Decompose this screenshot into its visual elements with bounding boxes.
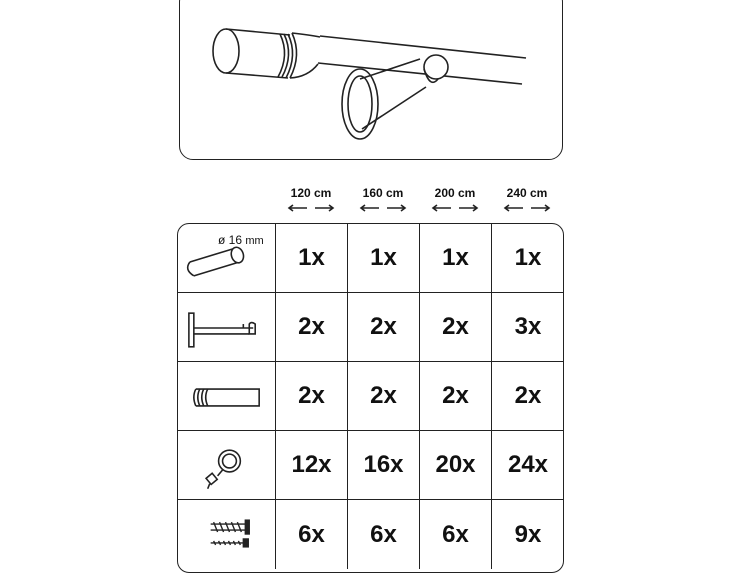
quantity-cell: 2x	[420, 293, 492, 361]
column-header-240	[491, 186, 563, 213]
part-cell	[178, 500, 276, 569]
column-header-160	[347, 186, 419, 213]
bracket-icon	[178, 293, 275, 362]
double-arrow-icon	[359, 203, 407, 213]
quantity-cell: 9x	[514, 520, 542, 548]
table-row-rod	[178, 224, 563, 293]
quantity-cell: 1x	[276, 224, 348, 292]
column-length-label: 200 cm	[434, 186, 476, 200]
column-header-120	[275, 186, 347, 213]
column-length-label: 240 cm	[506, 186, 548, 200]
quantity-cell: 2x	[514, 382, 542, 409]
table-row-ring-hook	[178, 431, 563, 500]
quantity-cell: 6x	[348, 500, 420, 569]
column-length-label: 160 cm	[362, 186, 404, 200]
parts-table	[177, 223, 564, 573]
end-cap-icon	[178, 362, 275, 431]
table-row-bracket	[178, 293, 563, 362]
double-arrow-icon	[431, 203, 479, 213]
quantity-cell: 1x	[514, 244, 542, 271]
quantity-cell: 20x	[420, 431, 492, 499]
quantity-cell: 6x	[420, 500, 492, 569]
quantity-cell: 2x	[348, 362, 420, 430]
table-row-end-cap	[178, 362, 563, 431]
hero-illustration-frame	[179, 0, 563, 160]
double-arrow-icon	[287, 203, 335, 213]
part-cell	[178, 224, 276, 292]
column-header-200	[419, 186, 491, 213]
quantity-cell: 2x	[348, 293, 420, 361]
screw-anchor-icon	[178, 500, 275, 569]
rod-diameter-label: ø 16 mm	[218, 233, 264, 247]
part-cell	[178, 293, 276, 361]
quantity-cell: 16x	[348, 431, 420, 499]
part-cell	[178, 431, 276, 499]
quantity-cell: 2x	[276, 293, 348, 361]
part-cell	[178, 362, 276, 430]
column-length-label: 120 cm	[290, 186, 332, 200]
quantity-cell: 2x	[420, 362, 492, 430]
quantity-cell: 3x	[514, 313, 542, 340]
curtain-rod-assembly-illustration	[180, 0, 564, 161]
quantity-cell: 12x	[276, 431, 348, 499]
table-row-screw-anchor	[178, 500, 563, 569]
quantity-cell: 6x	[276, 500, 348, 569]
quantity-cell: 24x	[507, 451, 549, 478]
double-arrow-icon	[503, 203, 551, 213]
quantity-cell: 1x	[420, 224, 492, 292]
ring-hook-icon	[178, 431, 275, 500]
quantity-cell: 2x	[276, 362, 348, 430]
quantity-cell: 1x	[348, 224, 420, 292]
